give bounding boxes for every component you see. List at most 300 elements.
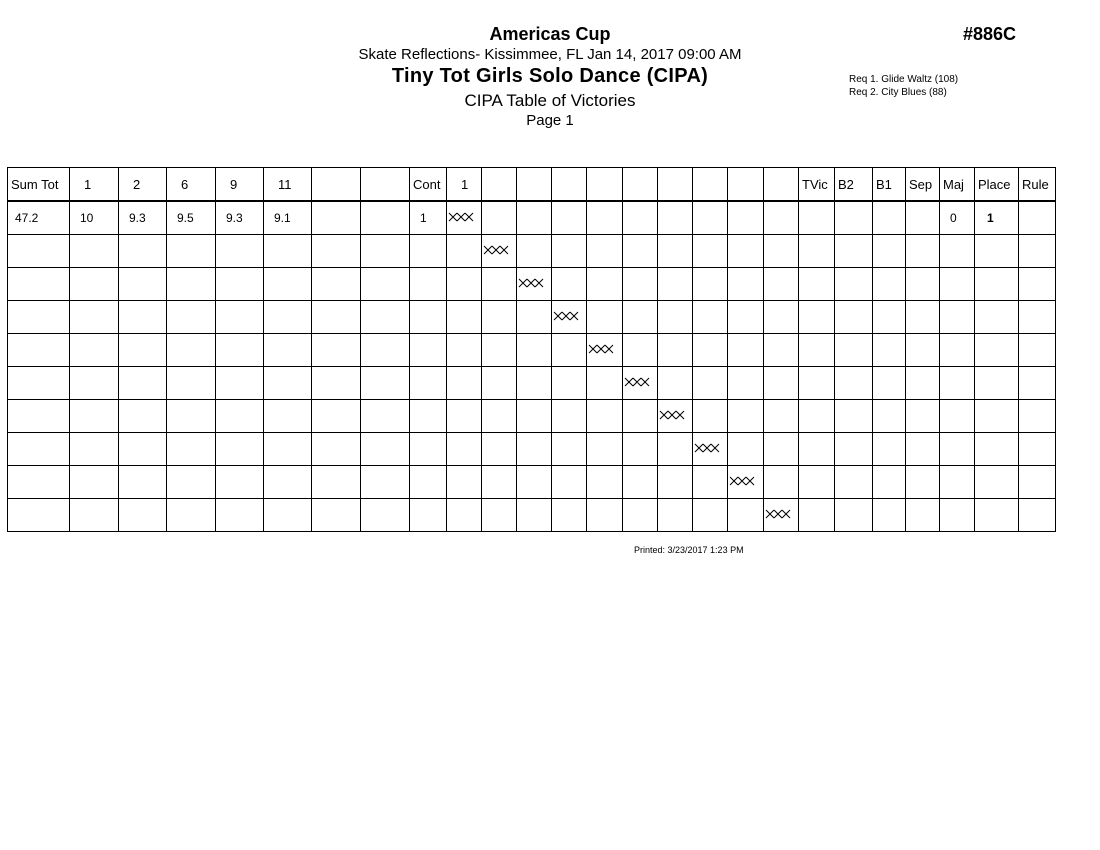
table-cell [447,367,482,400]
table-cell [587,201,623,235]
table-cell [693,499,728,532]
table-cell [552,334,587,367]
table-cell [728,499,764,532]
table-cell [264,235,312,268]
table-cell [1019,201,1056,235]
table-row [8,466,1056,499]
table-cell [216,301,264,334]
table-cell [623,268,658,301]
table-cell [658,367,693,400]
cross-mark-icon [483,244,510,258]
diagonal-mark-cell [587,334,623,367]
table-cell [906,400,940,433]
table-cell [552,499,587,532]
table-cell [361,367,410,400]
table-cell [119,334,167,367]
table-cell [975,400,1019,433]
table-cell [1019,400,1056,433]
column-header: 11 [264,168,312,202]
table-cell [940,433,975,466]
table-cell [975,499,1019,532]
table-cell [517,499,552,532]
table-cell [799,235,835,268]
table-cell [906,301,940,334]
table-cell [552,201,587,235]
table-cell [312,367,361,400]
table-cell [264,400,312,433]
table-cell [799,334,835,367]
table-cell: 9.3 [119,201,167,235]
diagonal-mark-cell [728,466,764,499]
table-cell [764,466,799,499]
column-header: Maj [940,168,975,202]
table-cell: 1 [410,201,447,235]
table-cell [693,400,728,433]
page-number: Page 1 [526,112,574,129]
table-cell [216,235,264,268]
table-cell [517,301,552,334]
diagonal-mark-cell [517,268,552,301]
table-cell [8,334,70,367]
table-cell [835,367,873,400]
table-cell [764,334,799,367]
table-cell [728,201,764,235]
table-cell [623,235,658,268]
column-header: 1 [70,168,119,202]
table-cell [975,433,1019,466]
table-cell [764,201,799,235]
diagonal-mark-cell [693,433,728,466]
table-cell [264,334,312,367]
table-cell [658,235,693,268]
table-cell [447,499,482,532]
table-cell [119,301,167,334]
table-cell [482,334,517,367]
column-header [552,168,587,202]
table-cell [361,400,410,433]
table-cell [835,235,873,268]
table-cell [799,499,835,532]
table-cell [764,235,799,268]
table-cell [119,433,167,466]
table-cell [552,400,587,433]
table-cell [587,499,623,532]
table-cell [940,367,975,400]
victories-table [7,167,1056,532]
table-cell [264,301,312,334]
table-cell [410,301,447,334]
diagonal-mark-cell [552,301,587,334]
table-cell [447,466,482,499]
table-cell: 1 [975,201,1019,235]
column-header: 6 [167,168,216,202]
printed-timestamp: Printed: 3/23/2017 1:23 PM [634,545,744,555]
table-cell [482,367,517,400]
table-cell [119,268,167,301]
table-cell [1019,235,1056,268]
table-cell [587,235,623,268]
table-cell [216,466,264,499]
table-cell [799,301,835,334]
cross-mark-icon [518,277,545,291]
table-cell [119,400,167,433]
cross-mark-icon [448,211,475,225]
table-cell [264,367,312,400]
table-cell [873,334,906,367]
table-cell [216,268,264,301]
table-cell [587,400,623,433]
table-cell [410,400,447,433]
table-cell [8,499,70,532]
table-row [8,400,1056,433]
column-header: 2 [119,168,167,202]
column-header [728,168,764,202]
table-cell [693,334,728,367]
table-cell [8,367,70,400]
table-cell [167,433,216,466]
table-cell [410,235,447,268]
table-cell [799,433,835,466]
table-cell [119,499,167,532]
table-cell [906,433,940,466]
table-cell [482,268,517,301]
table-cell [517,367,552,400]
requirement-item: Req 1. Glide Waltz (108) [849,74,959,85]
table-cell [361,466,410,499]
table-cell [873,367,906,400]
table-cell [799,400,835,433]
table-cell [361,334,410,367]
table-cell [975,268,1019,301]
table-cell [1019,433,1056,466]
table-cell [482,301,517,334]
table-cell [482,433,517,466]
table-cell [447,400,482,433]
table-cell [940,499,975,532]
column-header [517,168,552,202]
table-cell [167,235,216,268]
table-cell [587,433,623,466]
table-cell [835,433,873,466]
table-cell [906,499,940,532]
column-header [658,168,693,202]
table-cell [658,433,693,466]
table-cell [312,268,361,301]
table-cell [728,268,764,301]
table-cell [517,201,552,235]
table-cell: 47.2 [8,201,70,235]
table-cell [119,367,167,400]
table-cell [216,499,264,532]
event-title: Americas Cup [489,24,611,44]
table-cell [216,367,264,400]
table-row [8,499,1056,532]
table-cell: 9.5 [167,201,216,235]
table-cell [167,334,216,367]
table-cell [658,268,693,301]
requirement-item: Req 2. City Blues (88) [849,87,947,98]
table-cell [658,301,693,334]
table-cell [906,334,940,367]
table-cell [975,466,1019,499]
table-cell [312,433,361,466]
table-cell [975,301,1019,334]
table-cell [693,268,728,301]
table-cell [799,268,835,301]
dance-title: Tiny Tot Girls Solo Dance (CIPA) [391,65,709,87]
table-cell [1019,499,1056,532]
table-cell [167,400,216,433]
table-cell [517,235,552,268]
table-cell [517,433,552,466]
event-code: #886C [963,24,1017,44]
table-cell [361,201,410,235]
table-cell [873,268,906,301]
table-cell [447,235,482,268]
table-cell [940,268,975,301]
table-cell [940,301,975,334]
diagonal-mark-cell [482,235,517,268]
table-cell [906,201,940,235]
table-cell [312,400,361,433]
column-header [361,168,410,202]
table-cell [361,235,410,268]
diagonal-mark-cell [658,400,693,433]
table-cell [799,466,835,499]
table-cell [167,268,216,301]
table-cell [410,499,447,532]
table-cell [658,201,693,235]
table-cell [410,367,447,400]
table-cell [447,334,482,367]
table-cell [1019,268,1056,301]
table-cell [799,201,835,235]
table-cell [728,334,764,367]
column-header: Sum Tot [8,168,70,202]
column-header: TVic [799,168,835,202]
table-cell [873,235,906,268]
table-cell: 9.3 [216,201,264,235]
table-cell [587,268,623,301]
table-cell [693,367,728,400]
table-cell [764,400,799,433]
table-cell [8,433,70,466]
table-cell [410,334,447,367]
table-row [8,367,1056,400]
table-cell [552,367,587,400]
table-cell [70,400,119,433]
column-header [482,168,517,202]
table-cell [264,466,312,499]
table-cell [312,334,361,367]
table-cell [264,268,312,301]
column-header: Place [975,168,1019,202]
table-cell [167,301,216,334]
table-cell [835,499,873,532]
table-cell [70,433,119,466]
column-header [693,168,728,202]
table-cell [623,499,658,532]
cross-mark-icon [694,442,721,456]
table-cell [623,201,658,235]
table-cell [764,367,799,400]
table-cell [906,367,940,400]
table-row [8,201,1056,235]
table-cell [517,334,552,367]
column-header [312,168,361,202]
cross-mark-icon [659,409,686,423]
table-cell [8,268,70,301]
table-cell [623,301,658,334]
table-cell [482,400,517,433]
table-cell [873,466,906,499]
table-cell [167,367,216,400]
venue-date-line: Skate Reflections- Kissimmee, FL Jan 14, 2017 09:00 AM [358,46,742,63]
table-cell [552,268,587,301]
table-cell [482,201,517,235]
table-cell [447,433,482,466]
table-cell [940,334,975,367]
table-cell [264,499,312,532]
table-cell [361,268,410,301]
table-row [8,301,1056,334]
table-cell [119,235,167,268]
table-cell [312,466,361,499]
table-cell [312,499,361,532]
table-cell [8,235,70,268]
table-cell [940,235,975,268]
cross-mark-icon [553,310,580,324]
table-cell [119,466,167,499]
table-cell [873,201,906,235]
table-cell [70,367,119,400]
table-cell [8,400,70,433]
table-cell [410,466,447,499]
column-header: Cont [410,168,447,202]
table-cell [312,201,361,235]
table-row [8,433,1056,466]
requirements-list [849,73,958,99]
column-header [587,168,623,202]
table-row [8,235,1056,268]
table-cell [693,235,728,268]
table-cell [167,499,216,532]
column-header [764,168,799,202]
table-cell [799,367,835,400]
table-cell [216,400,264,433]
table-cell [873,400,906,433]
diagonal-mark-cell [447,201,482,235]
table-cell [873,301,906,334]
table-cell [728,433,764,466]
table-cell [552,466,587,499]
table-cell: 9.1 [264,201,312,235]
table-cell [70,334,119,367]
table-row [8,268,1056,301]
table-cell [312,235,361,268]
table-cell [587,301,623,334]
table-cell [835,268,873,301]
table-cell: 10 [70,201,119,235]
table-cell [658,499,693,532]
table-cell [410,268,447,301]
table-cell [361,499,410,532]
table-cell [587,367,623,400]
table-cell [835,400,873,433]
table-cell [940,466,975,499]
table-row [8,334,1056,367]
table-cell [764,301,799,334]
cross-mark-icon [588,343,615,357]
table-cell [693,301,728,334]
table-cell [623,466,658,499]
table-cell [835,301,873,334]
table-cell [975,367,1019,400]
table-cell [216,334,264,367]
table-cell [361,433,410,466]
column-header: Sep [906,168,940,202]
cross-mark-icon [729,475,756,489]
table-cell [482,499,517,532]
table-cell [623,400,658,433]
table-cell [70,466,119,499]
table-cell [728,367,764,400]
table-cell [658,466,693,499]
table-cell [517,400,552,433]
table-cell [623,334,658,367]
table-cell [167,466,216,499]
table-cell [70,301,119,334]
table-cell [728,400,764,433]
table-cell [410,433,447,466]
table-cell [552,235,587,268]
cross-mark-icon [765,508,792,522]
table-cell [975,235,1019,268]
cross-mark-icon [624,376,651,390]
table-cell [216,433,264,466]
table-cell [835,334,873,367]
table-cell [1019,466,1056,499]
diagonal-mark-cell [764,499,799,532]
table-cell [482,466,517,499]
diagonal-mark-cell [623,367,658,400]
table-cell [447,301,482,334]
table-cell [447,268,482,301]
table-cell [1019,301,1056,334]
table-cell [764,433,799,466]
table-cell [835,201,873,235]
column-header: 1 [447,168,482,202]
table-cell [658,334,693,367]
table-cell [70,268,119,301]
table-cell [873,433,906,466]
table-cell [8,466,70,499]
table-cell [906,235,940,268]
table-cell [264,433,312,466]
table-cell [587,466,623,499]
table-cell [835,466,873,499]
table-cell [693,466,728,499]
table-cell [693,201,728,235]
column-header: 9 [216,168,264,202]
table-cell [728,235,764,268]
table-cell [728,301,764,334]
table-cell [552,433,587,466]
table-header-row [8,168,1056,202]
table-cell [1019,334,1056,367]
table-cell [517,466,552,499]
table-cell [764,268,799,301]
